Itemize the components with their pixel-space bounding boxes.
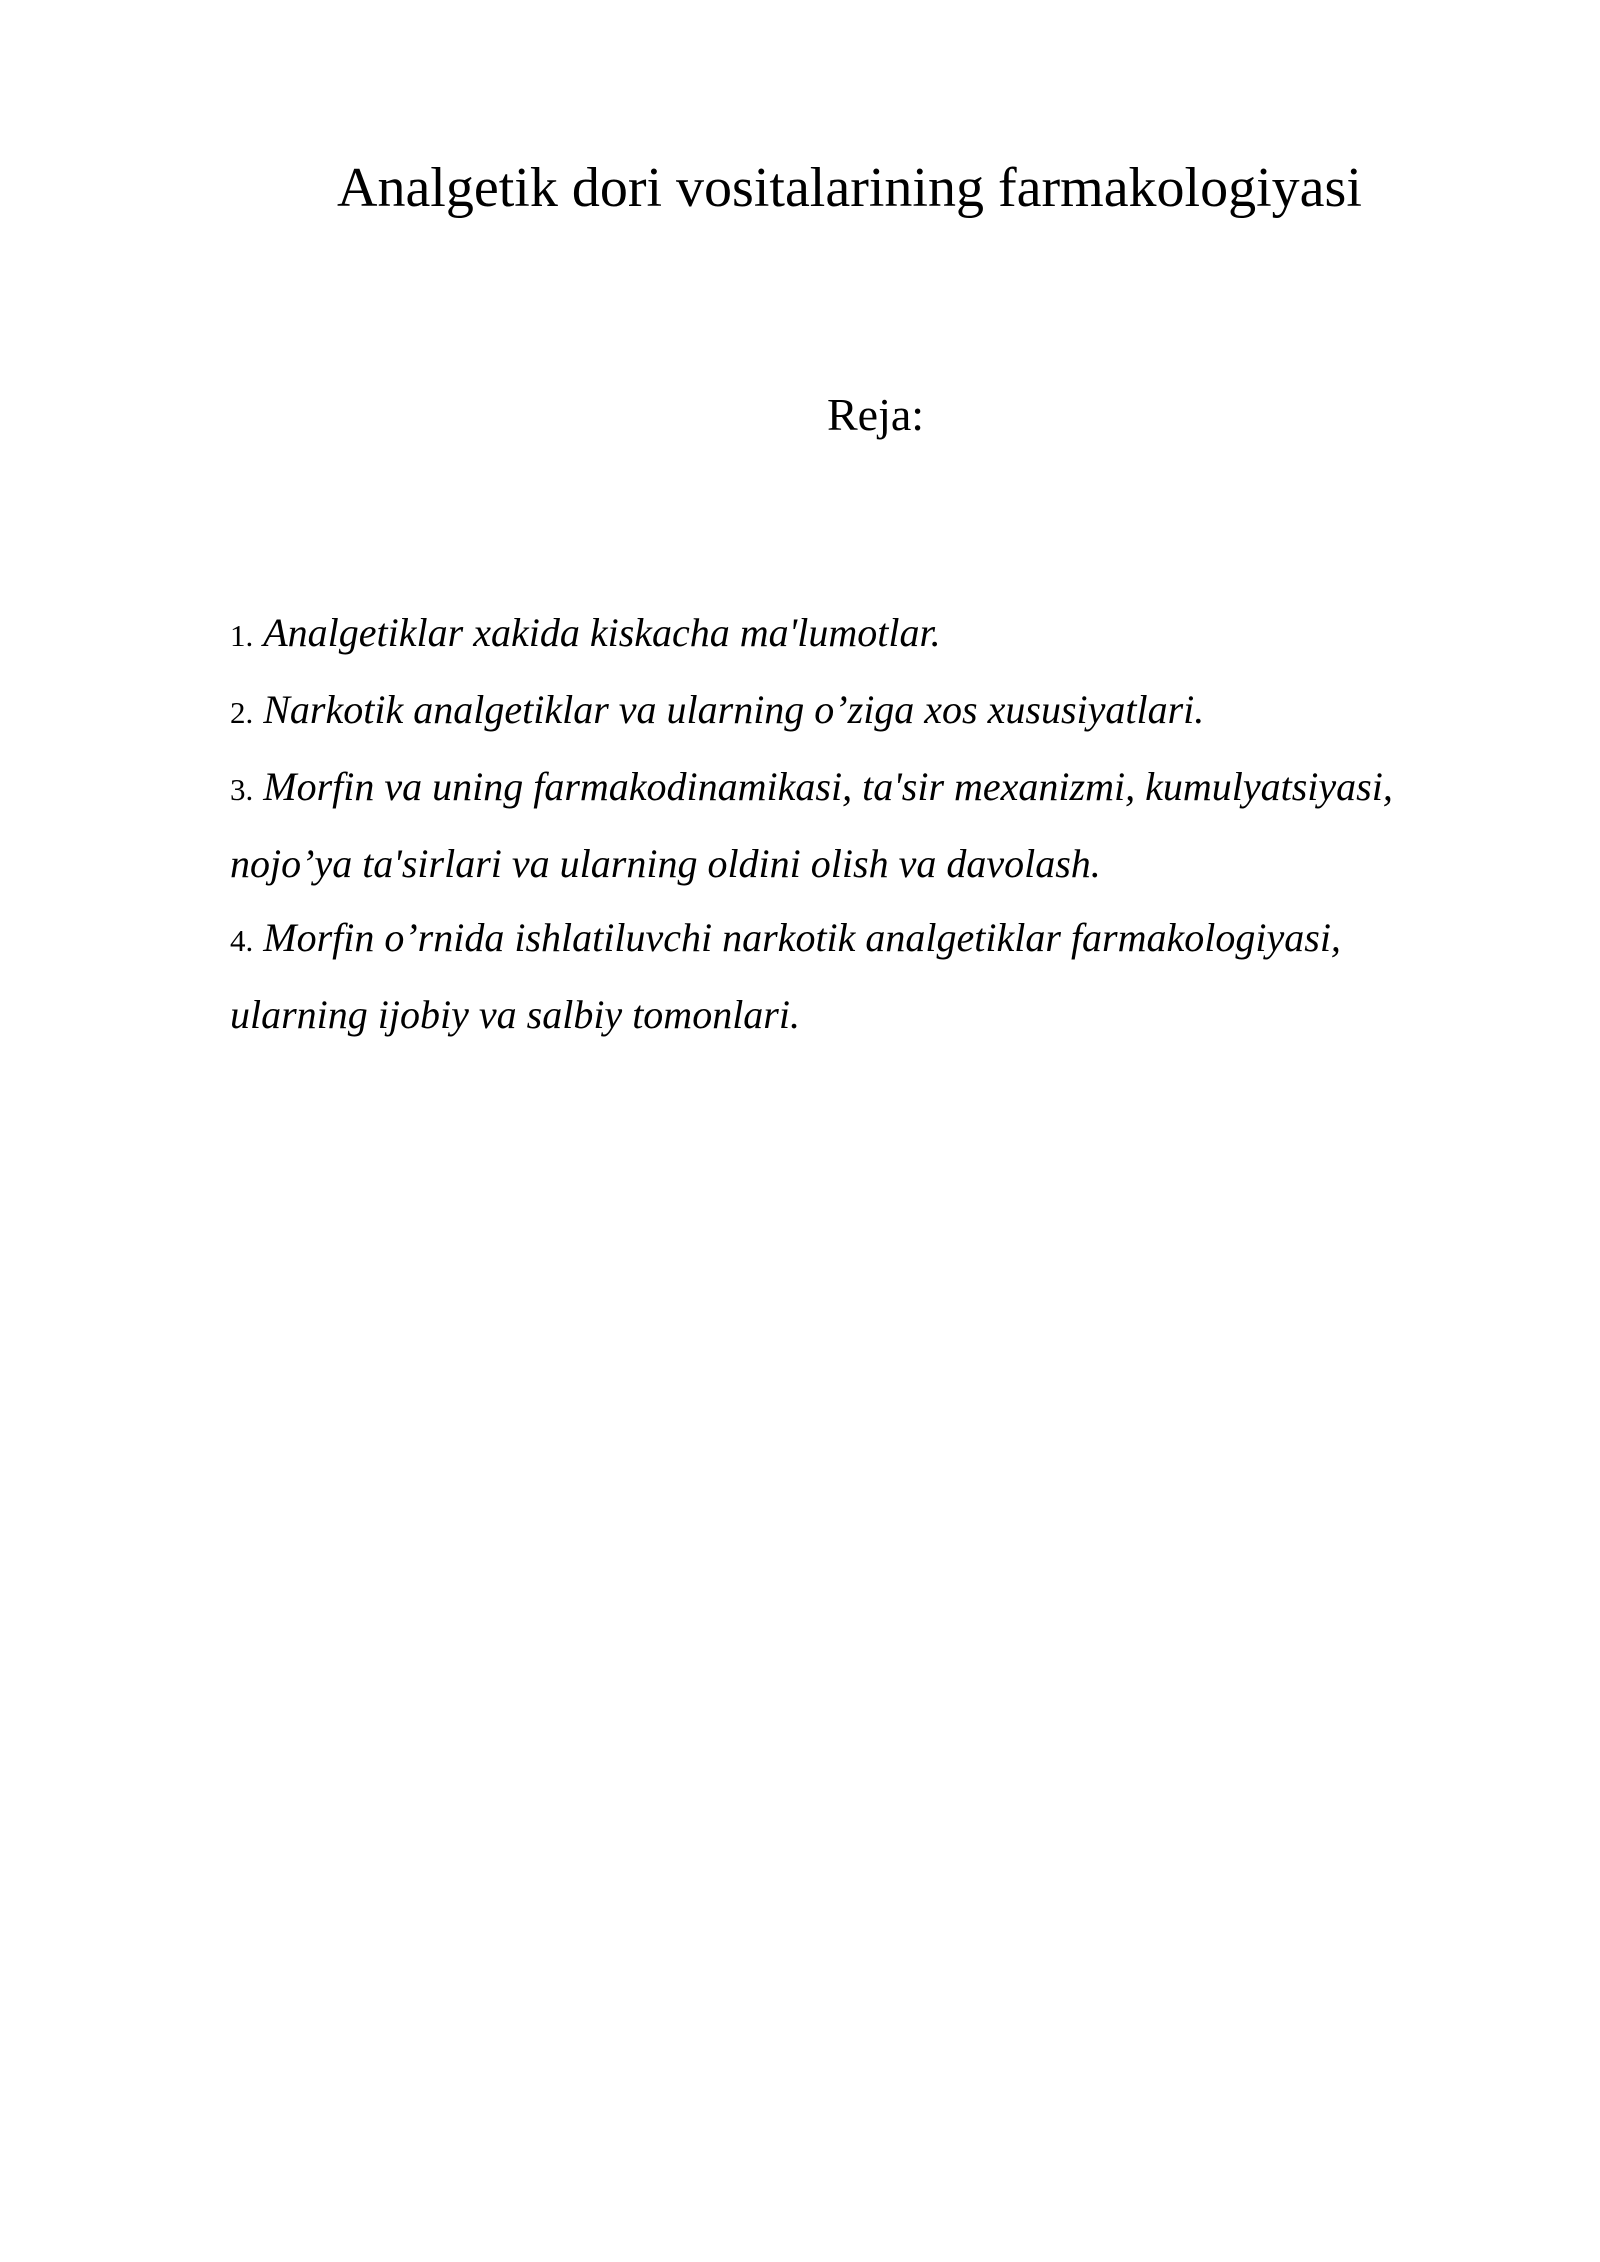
plan-item-2: [230, 673, 1530, 750]
plan-item-text: Narkotik analgetiklar va ularning o’ziga xos xususiyatlari.: [263, 687, 1205, 732]
plan-item-number: 4.: [230, 923, 254, 958]
plan-item-text: Morfin o’rnida ishlatiluvchi narkotik analgetiklar farmakologiyasi,: [263, 915, 1341, 960]
plan-item-text: Analgetiklar xakida kiskacha ma'lumotlar.: [263, 610, 941, 655]
plan-list: [230, 596, 1530, 1052]
plan-item-text: Morfin va uning farmakodinamikasi, ta'sir mexanizmi, kumulyatsiyasi,: [263, 764, 1393, 809]
plan-item-line: [230, 750, 1530, 827]
plan-item-number: 3.: [230, 772, 254, 807]
plan-item-line: [230, 901, 1530, 978]
document-title: Analgetik dori vositalarining farmakologiyasi: [337, 157, 1362, 219]
plan-item-text: ularning ijobiy va salbiy tomonlari.: [230, 992, 800, 1037]
plan-item-number: 2.: [230, 695, 254, 730]
plan-item-text: nojo’ya ta'sirlari va ularning oldini olish va davolash.: [230, 841, 1101, 886]
plan-heading: Reja:: [827, 389, 925, 440]
plan-item-line: [230, 673, 1530, 750]
plan-item-1: [230, 596, 1530, 673]
plan-item-continuation-line: [230, 827, 1530, 901]
plan-item-number: 1.: [230, 618, 254, 653]
plan-item-line: [230, 596, 1530, 673]
plan-item-continuation-line: [230, 978, 1530, 1052]
plan-item-3: [230, 750, 1530, 901]
plan-item-4: [230, 901, 1530, 1052]
